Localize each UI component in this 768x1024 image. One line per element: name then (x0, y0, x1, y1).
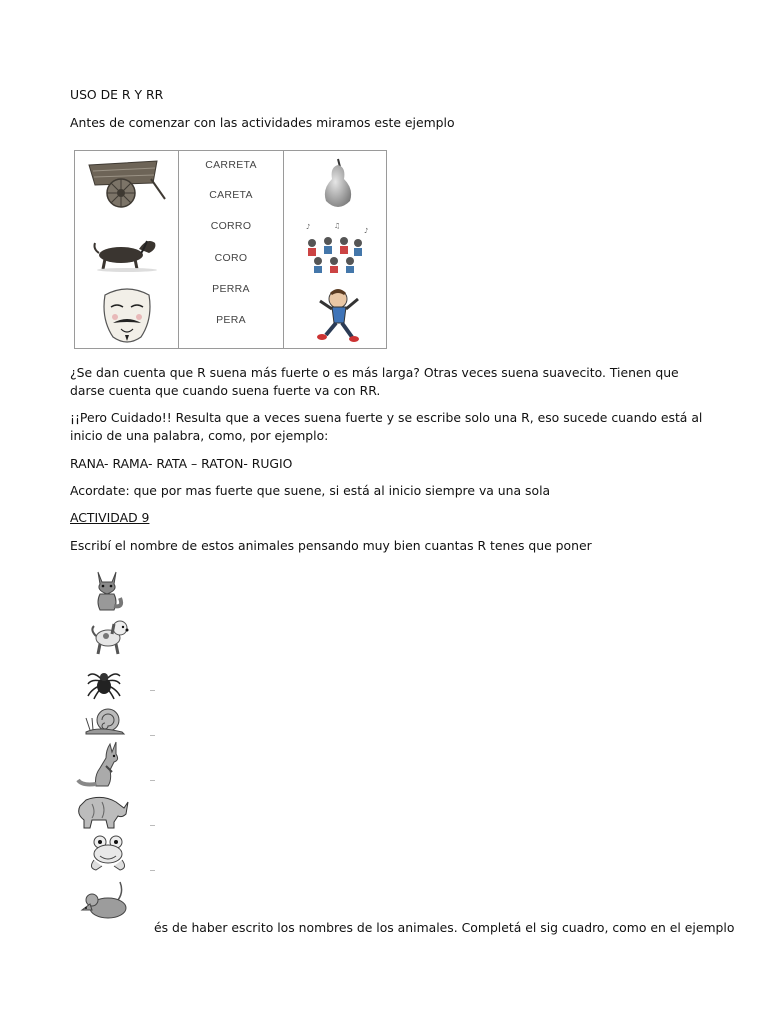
word-careta: CARETA (209, 189, 253, 201)
word-carreta: CARRETA (205, 159, 257, 171)
answer-line (150, 690, 155, 691)
mask-icon (97, 285, 157, 347)
right-picture-column (284, 151, 386, 348)
kangaroo-icon (76, 740, 126, 790)
example-table (74, 150, 387, 349)
rhino-icon (72, 792, 130, 830)
fox-icon (90, 568, 124, 614)
answer-line (150, 870, 155, 871)
paragraph-warning: ¡¡Pero Cuidado!! Resulta que a veces suena fuerte y se escribe solo una R, eso sucede cuando está al inicio de una palabra, como, por ejemplo: (70, 410, 703, 443)
dog-icon (91, 229, 163, 273)
svg-text:♪: ♪ (364, 227, 369, 235)
footer-instruction: és de haber escrito los nombres de los animales. Completá el sig cuadro, como en el ejemplo (154, 920, 735, 935)
intro-text: Antes de comenzar con las actividades miramos este ejemplo (70, 115, 455, 130)
frog-icon (86, 834, 130, 872)
snail-icon (84, 706, 126, 736)
word-corro: CORRO (210, 220, 252, 232)
word-column (179, 151, 284, 348)
answer-line (150, 735, 155, 736)
examples-line: RANA- RAMA- RATA – RATON- RUGIO (70, 456, 293, 471)
left-picture-column (75, 151, 179, 348)
word-perra: PERRA (212, 283, 250, 295)
spider-icon (86, 666, 122, 700)
choir-icon (298, 221, 374, 275)
cart-icon (85, 157, 167, 209)
pear-icon (318, 157, 358, 211)
activity-instruction: Escribí el nombre de estos animales pensando muy bien cuantas R tenes que poner (70, 538, 592, 553)
activity-title: ACTIVIDAD 9 (70, 510, 150, 525)
svg-text:♪: ♪ (306, 223, 311, 231)
page-title: USO DE R Y RR (70, 87, 164, 102)
running-boy-icon (306, 285, 366, 345)
svg-text:♫: ♫ (334, 222, 341, 230)
word-coro: CORO (214, 252, 248, 264)
paragraph-explanation: ¿Se dan cuenta que R suena más fuerte o es más larga? Otras veces suena suavecito. Tienen que darse cuenta que cuando suena fuerte va con RR. (70, 365, 679, 398)
reminder-text: Acordate: que por mas fuerte que suene, si está al inicio siempre va una sola (70, 483, 551, 498)
dog-icon (88, 616, 130, 656)
answer-line (150, 825, 155, 826)
word-pera: PERA (216, 314, 246, 326)
mouse-icon (80, 878, 130, 922)
answer-line (150, 780, 155, 781)
